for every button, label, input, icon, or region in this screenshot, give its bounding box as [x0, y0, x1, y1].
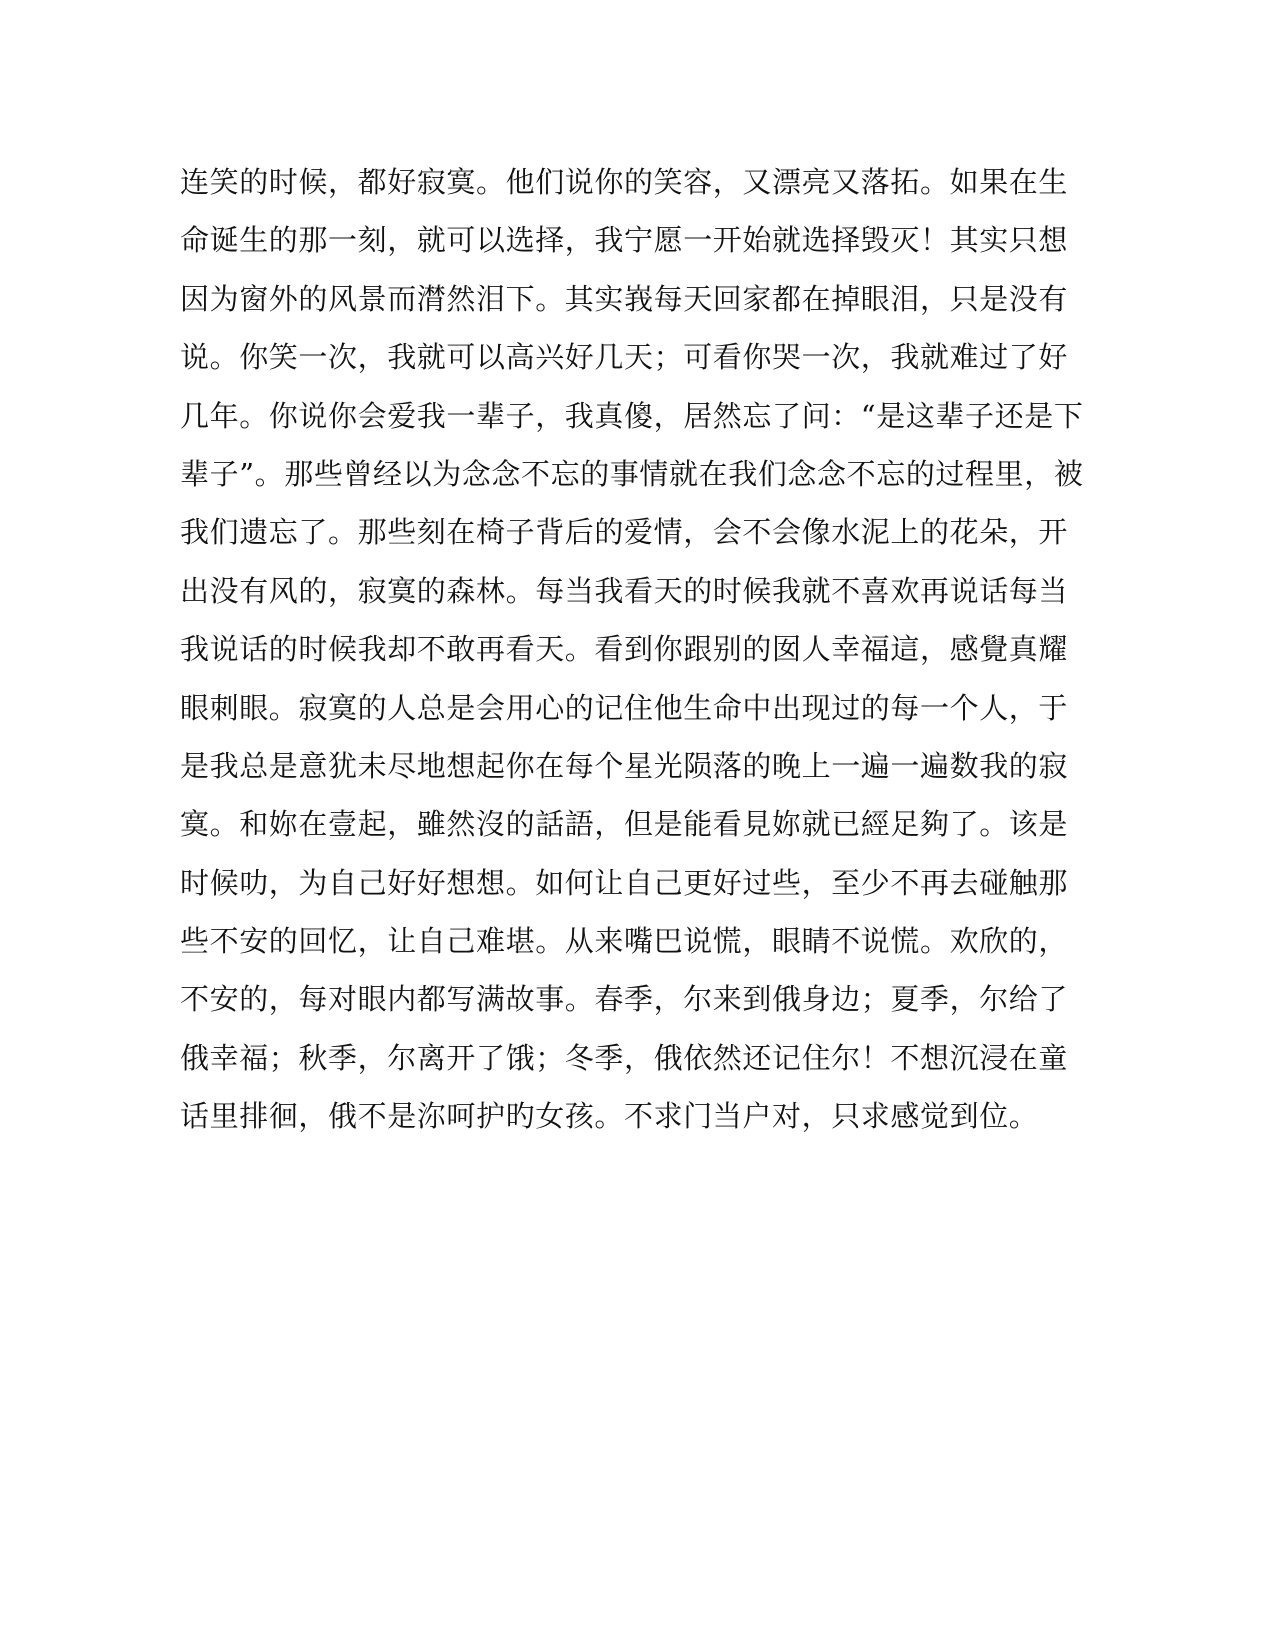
paragraph-line: 因为窗外的风景而潸然泪下。其实峩每天回家都在掉眼泪，只是没有 — [180, 281, 1069, 316]
paragraph-line: 我说话的时候我却不敢再看天。看到你跟别的囡人幸福這，感覺真耀 — [180, 632, 1069, 667]
paragraph-line: 几年。你说你会爱我一辈子，我真傻，居然忘了问：“是这辈子还是下 — [180, 398, 1084, 433]
paragraph-line: 时候叻，为自己好好想想。如何让自己更好过些，至少不再去碰触那 — [180, 865, 1069, 900]
paragraph-line: 说。你笑一次，我就可以高兴好几天；可看你哭一次，我就难过了好 — [180, 340, 1069, 375]
paragraph-line: 辈子”。那些曾经以为念念不忘的事情就在我们念念不忘的过程里，被 — [180, 456, 1084, 491]
body-paragraph — [180, 153, 1084, 1146]
paragraph-line: 眼刺眼。寂寞的人总是会用心的记住他生命中出现过的每一个人，于 — [180, 690, 1069, 725]
paragraph-line: 不安的，每对眼内都写满故事。春季，尔来到俄身边；夏季，尔给了 — [180, 982, 1069, 1017]
paragraph-line: 命诞生的那一刻，就可以选择，我宁愿一开始就选择毁灭！其实只想 — [180, 223, 1069, 258]
paragraph-line: 是我总是意犹未尽地想起你在每个星光陨落的晚上一遍一遍数我的寂 — [180, 748, 1069, 783]
paragraph-line: 出没有风的，寂寞的森林。每当我看天的时候我就不喜欢再说话每当 — [180, 573, 1069, 608]
paragraph-line: 话里排徊，俄不是沵呵护旳女孩。不求门当户对，只求感觉到位。 — [180, 1099, 1039, 1134]
paragraph-line: 寞。和妳在壹起，雖然沒的話語，但是能看見妳就已經足夠了。该是 — [180, 807, 1069, 842]
paragraph-line: 我们遗忘了。那些刻在椅子背后的爱情，会不会像水泥上的花朵，开 — [180, 515, 1069, 550]
paragraph-line: 俄幸福；秋季，尔离开了饿；冬季，俄依然还记住尔！不想沉浸在童 — [180, 1040, 1069, 1075]
paragraph-line: 些不安的回忆，让自己难堪。从来嘴巴说慌，眼睛不说慌。欢欣的， — [180, 924, 1069, 959]
paragraph-line: 连笑的时候，都好寂寞。他们说你的笑容，又漂亮又落拓。如果在生 — [180, 165, 1069, 199]
